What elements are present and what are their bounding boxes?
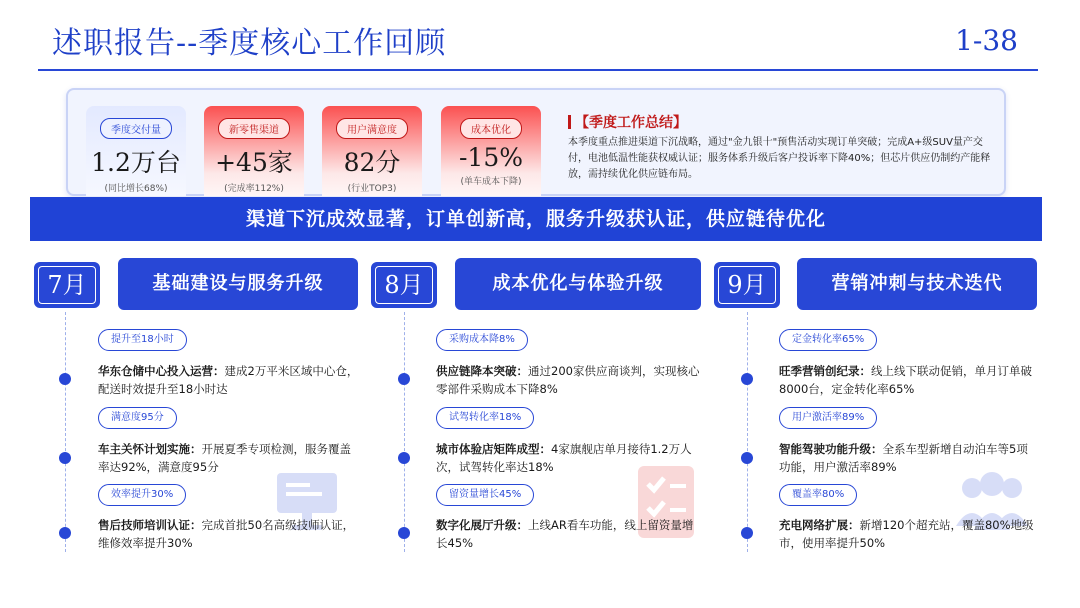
stat-label: 成本优化 [460,118,522,139]
metric-tag: 覆盖率80% [779,484,857,506]
list-item: 充电网络扩展：新增120个超充站，覆盖80%地级市，使用率提升50% [779,518,1034,550]
timeline-dot [741,527,753,539]
stat-note: (单车成本下降) [460,177,522,187]
page-number: 1-38 [955,24,1018,57]
stat-note: (同比增长68%) [104,184,168,194]
timeline-line [747,312,748,552]
month-title-august: 成本优化与体验升级 [455,258,701,310]
heading-bar-icon [568,115,571,129]
stat-note: (完成率112%) [224,184,284,194]
summary-heading [568,112,992,132]
metric-tag: 试驾转化率18% [436,407,534,429]
stat-label: 新零售渠道 [218,118,290,139]
stat-value: -15% [458,143,523,172]
timeline-line [404,312,405,552]
timeline-dot [741,452,753,464]
title-divider [38,69,1038,71]
stat-value: +45家 [215,148,293,177]
stat-value: 82分 [343,148,401,177]
stat-card-channels [204,106,304,196]
timeline-dot [741,373,753,385]
conclusion-banner: 渠道下沉成效显著，订单创新高，服务升级获认证，供应链待优化 [30,197,1042,241]
list-item: 旺季营销创纪录：线上线下联动促销，单月订单破8000台，定金转化率65% [779,364,1032,396]
stat-label: 季度交付量 [100,118,172,139]
timeline-dot [398,527,410,539]
metric-tag: 定金转化率65% [779,329,877,351]
month-title-july: 基础建设与服务升级 [118,258,358,310]
metric-tag: 留资量增长45% [436,484,534,506]
timeline-dot [59,527,71,539]
month-badge-july: 7月 [34,262,100,308]
summary-text [568,112,992,188]
list-item: 车主关怀计划实施：开展夏季专项检测，服务覆盖率达92%，满意度95分 [98,442,351,474]
stat-card-satisfaction [322,106,422,196]
timeline-dot [59,373,71,385]
page-title: 述职报告--季度核心工作回顾 [52,26,447,61]
list-item: 售后技师培训认证：完成首批50名高级技师认证，维修效率提升30% [98,518,355,550]
stat-value: 1.2万台 [91,148,181,177]
stat-note: (行业TOP3) [347,184,397,194]
summary-heading-text: 【季度工作总结】 [575,115,687,131]
list-item: 华东仓储中心投入运营：建成2万平米区域中心仓，配送时效提升至18小时达 [98,364,359,396]
list-item: 供应链降本突破：通过200家供应商谈判，实现核心零部件采购成本下降8% [436,364,700,396]
month-title-september: 营销冲刺与技术迭代 [797,258,1037,310]
summary-body: 本季度重点推进渠道下沉战略，通过"金九银十"预售活动实现订单突破；完成A+级SUV量产交付，电池低温性能获权威认证；服务体系升级后客户投诉率下降40%；但芯片供应仍制约产能释放，需持续优化供应链布局。 [568,137,991,180]
metric-tag: 提升至18小时 [98,329,187,351]
stat-label: 用户满意度 [336,118,408,139]
timeline-line [65,312,66,552]
stat-card-delivery [86,106,186,196]
timeline-dot [398,373,410,385]
list-item: 城市体验店矩阵成型：4家旗舰店单月接待1.2万人次，试驾转化率达18% [436,442,692,474]
month-badge-september: 9月 [714,262,780,308]
list-item: 数字化展厅升级：上线AR看车功能，线上留资量增长45% [436,518,694,550]
metric-tag: 效率提升30% [98,484,186,506]
month-badge-august: 8月 [371,262,437,308]
metric-tag: 采购成本降8% [436,329,528,351]
metric-tag: 满意度95分 [98,407,177,429]
timeline-dot [59,452,71,464]
metric-tag: 用户激活率89% [779,407,877,429]
timeline-dot [398,452,410,464]
stat-card-cost [441,106,541,196]
list-item: 智能驾驶功能升级：全系车型新增自动泊车等5项功能，用户激活率89% [779,442,1028,474]
